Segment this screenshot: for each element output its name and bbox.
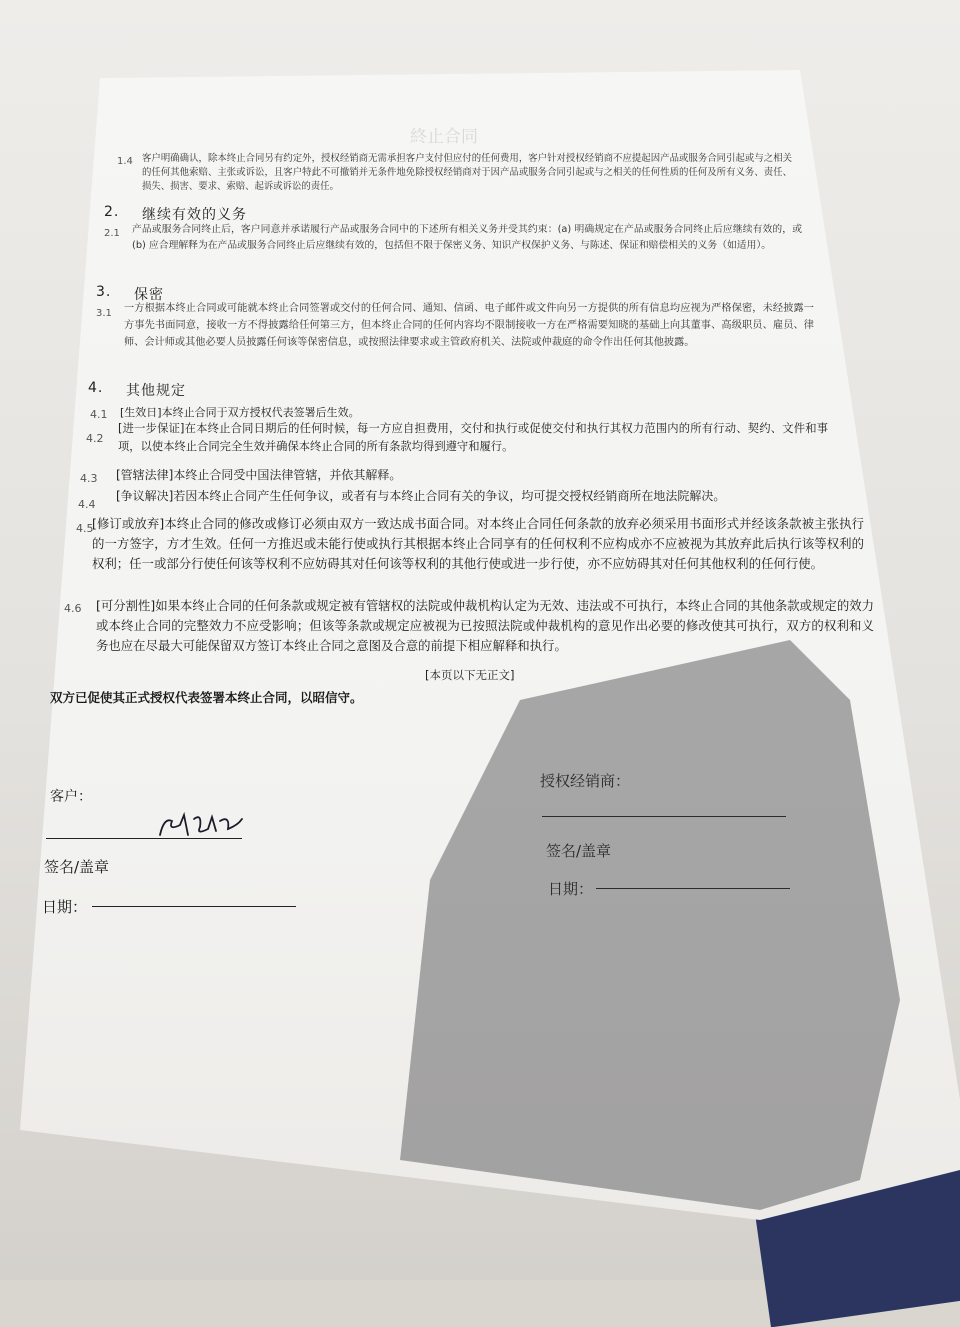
- clause-num-4-4: 4.4: [78, 498, 96, 511]
- end-of-text-note: [本页以下无正文]: [425, 668, 515, 682]
- clause-num-4-6: 4.6: [64, 602, 82, 615]
- clause-4-5-text: [修订或放弃]本终止合同的修改或修订必须由双方一致达成书面合同。对本终止合同任何条款的放弃必须采用书面形式并经该条款被主张执行的一方签字，方才生效。任何一方推迟或未能行使或执行其根据本终止合同享有的任何权利不应构成亦不应被视为其放弃此后执行该等权利的权利；任一或部分行使任何该等权利不应妨碍其对任何该等权利的其他行使或进一步行使，亦不应妨碍其对任何其他权利的任何行使。: [92, 516, 864, 571]
- clause-num-4-3: 4.3: [80, 472, 98, 485]
- clause-1-4-text: 客户明确确认，除本终止合同另有约定外，授权经销商无需承担客户支付但应付的任何费用，客户针对授权经销商不应提起因产品或服务合同引起或与之相关的任何其他索赔、主张或诉讼，且客户特此不可撤销并无条件地免除授权经销商对于因产品或服务合同引起或与之相关的任何性质的任何及所有义务、责任、损失、损害、要求、索赔、起诉或诉讼的责任。: [142, 153, 792, 192]
- customer-date-label: 日期：: [42, 898, 88, 916]
- clause-num-3-1: 3.1: [96, 308, 112, 319]
- clause-num-2-1: 2.1: [104, 228, 120, 239]
- clause-num-4-2: 4.2: [86, 432, 104, 445]
- customer-sign-stamp-label: 签名/盖章: [44, 858, 110, 876]
- clause-4-6-text: [可分割性]如果本终止合同的任何条款或规定被有管辖权的法院或仲裁机构认定为无效、违法或不可执行，本终止合同的其他条款或规定的效力或本终止合同的完整效力不应受影响；但该等条款或规定应被视为已按照法院或仲裁机构的意见作出必要的修改使其可执行，双方的权利和义务也应在尽最大可能保留双方签订本终止合同之意图及合意的前提下相应解释和执行。: [96, 598, 874, 653]
- section-heading-num-2: 2.: [104, 204, 120, 220]
- clause-3-1-text: 一方根据本终止合同或可能就本终止合同签署或交付的任何合同、通知、信函、电子邮件或文件向另一方提供的所有信息均应视为严格保密，未经披露一方事先书面同意，接收一方不得披露给任何第三方，但本终止合同的任何内容均不限制接收一方在严格需要知晓的基础上向其董事、高级职员、雇员、律师、会计师或其他必要人员披露任何该等保密信息，或按照法律要求或主管政府机关、法院或仲裁庭的命令作出任何其他披露。: [124, 303, 814, 348]
- section-heading-num-3: 3.: [96, 284, 112, 300]
- section-heading-num-4: 4.: [88, 380, 104, 396]
- clause-4-2-text: [进一步保证]在本终止合同日期后的任何时候，每一方应自担费用，交付和执行或促使交付和执行其权力范围内的所有行动、契约、文件和事项，以使本终止合同完全生效并确保本终止合同的所有条款均得到遵守和履行。: [118, 422, 828, 453]
- clause-num-4-5: 4.5: [76, 522, 94, 535]
- customer-date-line[interactable]: [92, 906, 296, 907]
- customer-handwritten-signature: [150, 805, 250, 845]
- clause-num-1-4: 1.4: [117, 156, 133, 167]
- dealer-label: 授权经销商：: [540, 772, 631, 790]
- section-heading-3: 保密: [134, 287, 164, 303]
- section-heading-2: 继续有效的义务: [142, 207, 247, 223]
- clause-num-4-1: 4.1: [90, 408, 108, 421]
- section-heading-4: 其他规定: [126, 383, 186, 399]
- clause-2-1-text: 产品或服务合同终止后，客户同意并承诺履行产品或服务合同中的下述所有相关义务并受其约束：(a) 明确规定在产品或服务合同终止后应继续有效的，或 (b) 应合理解释为在产品或服务合同终止后应继续有效的，包括但不限于保密义务、知识产权保护义务、与陈述、保证和赔偿相关的义务（如适用）。: [132, 224, 802, 251]
- witness-statement: 双方已促使其正式授权代表签署本终止合同，以昭信守。: [50, 690, 363, 705]
- dealer-sign-stamp-label: 签名/盖章: [546, 842, 612, 860]
- clause-4-3-text: [管辖法律]本终止合同受中国法律管辖，并依其解释。: [116, 468, 402, 482]
- customer-label: 客户：: [50, 789, 92, 805]
- dealer-date-label: 日期：: [548, 880, 594, 898]
- clause-4-1-text: [生效日]本终止合同于双方授权代表签署后生效。: [120, 406, 360, 419]
- clause-4-4-text: [争议解决]若因本终止合同产生任何争议，或者有与本终止合同有关的争议，均可提交授权经销商所在地法院解决。: [116, 489, 726, 503]
- watermark-title: 終止合同: [410, 127, 478, 147]
